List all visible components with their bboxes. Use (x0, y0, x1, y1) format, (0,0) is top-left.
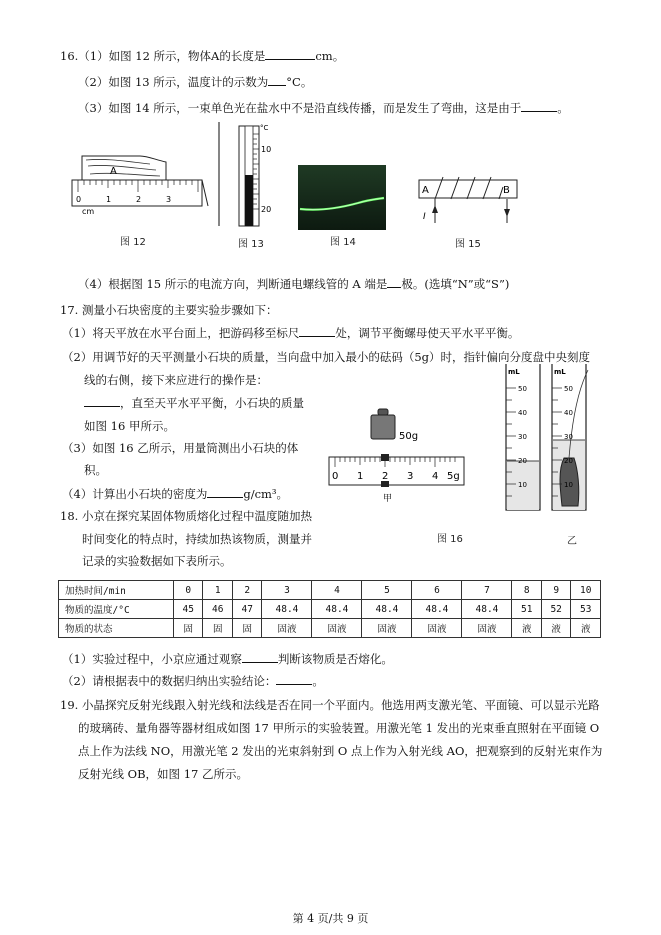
cyl-tick: 10 (564, 481, 573, 489)
figure-12-caption: 图 12 (120, 237, 146, 248)
table-cell: 2 (232, 581, 261, 600)
q18-line3: 记录的实验数据如下表所示。 (82, 554, 232, 568)
q19-line3: 点上作为法线 NO，用激光笔 2 发出的光束斜射到 O 点上作为入射光线 AO，把观察到的反射光束作为 (78, 744, 603, 758)
figure-16-cylinders (498, 360, 608, 520)
table-cell: 7 (462, 581, 512, 600)
answer-blank[interactable] (207, 486, 243, 498)
table-cell: 液 (571, 619, 601, 638)
q16-part2: （2）如图 13 所示，温度计的示数为 °C。 (78, 75, 313, 89)
q18-part2: （2）请根据表中的数据归纳出实验结论： 。 (62, 674, 324, 688)
table-cell: 10 (571, 581, 601, 600)
q18-part1: （1）实验过程中，小京应通过观察 判断该物质是否熔化。 (62, 652, 393, 666)
figure-15-solenoid (415, 175, 525, 227)
q17-step3-line2: 积。 (84, 463, 107, 477)
object-a-label: A (110, 166, 117, 177)
q17-step2-line3: ，直至天平水平平衡，小石块的质量 (84, 395, 304, 411)
table-cell: 固 (174, 619, 203, 638)
table-cell: 47 (232, 600, 261, 619)
table-cell: 固液 (312, 619, 362, 638)
table-cell: 固液 (362, 619, 412, 638)
answer-blank[interactable] (387, 276, 401, 288)
tick-label: 10 (261, 145, 272, 154)
table-cell: 3 (262, 581, 312, 600)
weight-icon (371, 415, 395, 439)
end-b-label: B (503, 185, 510, 196)
table-cell: 52 (541, 600, 570, 619)
cyl-tick: 40 (564, 409, 573, 417)
q18-line1: 18. 小京在探究某固体物质熔化过程中温度随加热 (60, 509, 312, 523)
figure-13-caption: 图 13 (238, 239, 264, 250)
cyl-tick: 10 (518, 481, 527, 489)
end-a-label: A (422, 185, 429, 196)
current-label: I (423, 212, 426, 222)
data-table (58, 580, 601, 638)
q17-title: 17. 测量小石块密度的主要实验步骤如下： (60, 303, 278, 317)
cyl-tick: 30 (564, 433, 573, 441)
unit-label: °C (260, 124, 269, 132)
table-cell: 48.4 (262, 600, 312, 619)
q19-line1: 19. 小晶探究反射光线跟入射光线和法线是否在同一个平面内。他选用两支激光笔、平面镜、可以显示光路 (60, 698, 600, 712)
cyl-unit: mL (554, 368, 566, 376)
figure-12-ruler (70, 150, 210, 230)
table-cell: 液 (541, 619, 570, 638)
table-cell: 固 (232, 619, 261, 638)
row-label: 物质的温度/°C (59, 600, 174, 619)
q19-line4: 反射光线 OB，如图 17 乙所示。 (78, 767, 248, 781)
table-cell: 液 (512, 619, 541, 638)
scale-label: 2 (382, 471, 389, 482)
q17-step2-line1: （2）用调节好的天平测量小石块的质量，当向盘中加入最小的砝码（5g）时，指针偏向分度盘中央刻度 (62, 350, 590, 364)
page-footer: 第 4 页/共 9 页 (292, 912, 369, 925)
figure-14-caption: 图 14 (330, 237, 356, 248)
table-cell: 6 (412, 581, 462, 600)
tick-label: 1 (106, 195, 112, 204)
table-cell: 0 (174, 581, 203, 600)
answer-blank[interactable] (265, 48, 315, 60)
q17-step4: （4）计算出小石块的密度为 g/cm³。 (62, 487, 289, 501)
table-cell: 9 (541, 581, 570, 600)
table-cell: 4 (312, 581, 362, 600)
unit-label: cm (82, 207, 95, 216)
q17-step1: （1）将天平放在水平台面上，把游码移至标尺 处，调节平衡螺母使天平水平平衡。 (62, 326, 520, 340)
table-cell: 48.4 (462, 600, 512, 619)
q16-part4: （4）根据图 15 所示的电流方向，判断通电螺线管的 A 端是 极。(选填“N”或“S”) (78, 277, 510, 291)
table-cell: 5 (362, 581, 412, 600)
cyl-tick: 20 (518, 457, 527, 465)
table-cell: 1 (203, 581, 232, 600)
answer-blank[interactable] (299, 325, 335, 337)
table-row (59, 600, 601, 619)
answer-blank[interactable] (521, 100, 557, 112)
scale-label: 4 (432, 471, 439, 482)
scale-label: 1 (357, 471, 364, 482)
cyl-tick: 30 (518, 433, 527, 441)
row-label: 物质的状态 (59, 619, 174, 638)
tick-label: 3 (166, 195, 172, 204)
cyl-tick: 40 (518, 409, 527, 417)
table-cell: 48.4 (362, 600, 412, 619)
table-cell: 46 (203, 600, 232, 619)
scale-label: 3 (407, 471, 414, 482)
answer-blank[interactable] (84, 395, 120, 407)
answer-blank[interactable] (276, 673, 312, 685)
weight-label: 50g (399, 431, 419, 442)
table-cell: 8 (512, 581, 541, 600)
tick-label: 2 (136, 195, 142, 204)
cyl-tick: 20 (564, 457, 573, 465)
table-cell: 固液 (262, 619, 312, 638)
q18-line2: 时间变化的特点时，持续加热该物质，测量并 (82, 532, 312, 546)
figure-16-balance (325, 405, 470, 505)
table-cell: 固液 (412, 619, 462, 638)
answer-blank[interactable] (268, 74, 286, 86)
q16-part1: 16.（1）如图 12 所示，物体A的长度是 cm。 (60, 49, 345, 63)
table-row (59, 619, 601, 638)
figure-16-caption: 图 16 (437, 534, 463, 545)
cyl-tick: 50 (564, 385, 573, 393)
q17-step2-line4: 如图 16 甲所示。 (84, 419, 175, 433)
q17-step3-line1: （3）如图 16 乙所示，用量筒测出小石块的体 (62, 441, 299, 455)
table-cell: 固 (203, 619, 232, 638)
table-cell: 固液 (462, 619, 512, 638)
tick-label: 20 (261, 205, 272, 214)
tick-label: 0 (76, 195, 82, 204)
q16-part3: （3）如图 14 所示，一束单色光在盐水中不是沿直线传播，而是发生了弯曲，这是由于 。 (78, 101, 569, 115)
cyl-unit: mL (508, 368, 520, 376)
table-cell: 48.4 (412, 600, 462, 619)
q17-step2-line2: 线的右侧，接下来应进行的操作是： (84, 373, 268, 387)
fig16-yi-label: 乙 (567, 536, 577, 547)
table-cell: 45 (174, 600, 203, 619)
table-row (59, 581, 601, 600)
row-label: 加热时间/min (59, 581, 174, 600)
cyl-tick: 50 (518, 385, 527, 393)
figure-14-photo (298, 165, 386, 230)
table-cell: 51 (512, 600, 541, 619)
q19-line2: 的玻璃砖、量角器等器材组成如图 17 甲所示的实验装置。用激光笔 1 发出的光束垂直照射在平面镜 O (78, 721, 600, 735)
rider (381, 454, 389, 461)
answer-blank[interactable] (242, 651, 278, 663)
figure-13-thermometer (215, 120, 275, 230)
scale-label: 0 (332, 471, 339, 482)
scale-label: 5g (447, 471, 460, 482)
table-cell: 48.4 (312, 600, 362, 619)
fig16-jia-label: 甲 (383, 494, 393, 504)
figure-15-caption: 图 15 (455, 239, 481, 250)
table-cell: 53 (571, 600, 601, 619)
